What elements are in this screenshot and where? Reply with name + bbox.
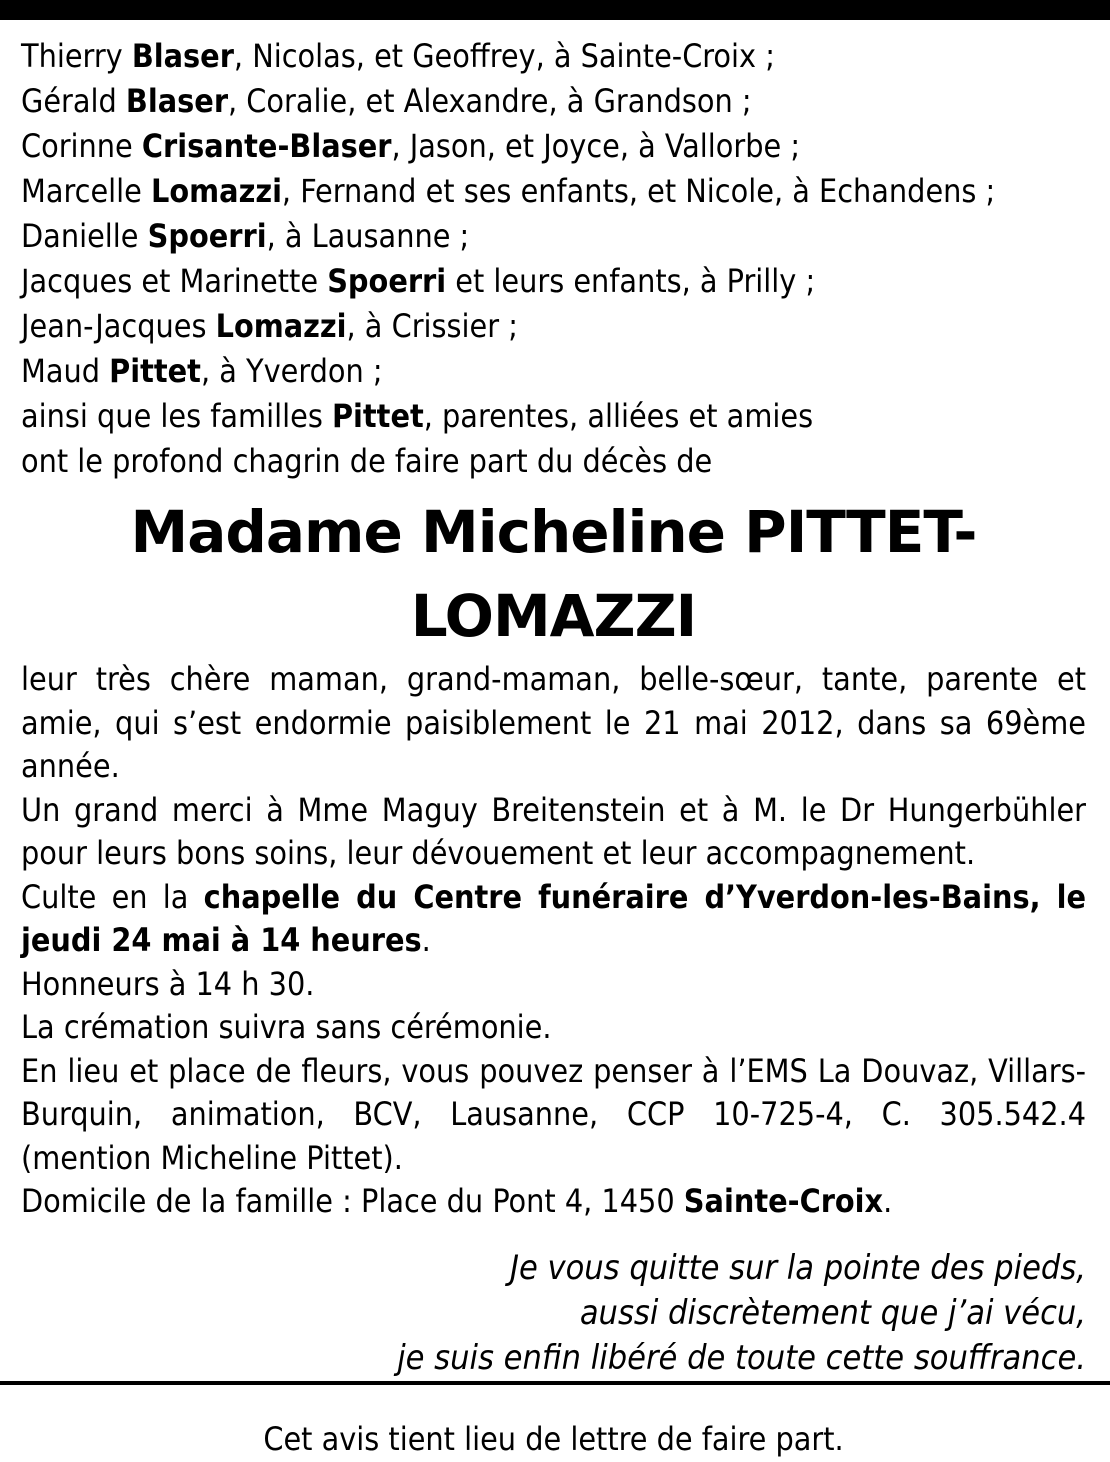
family-list bbox=[21, 34, 1086, 484]
family-surname: Spoerri bbox=[327, 262, 447, 300]
service-location-time: chapelle du Centre funéraire d’Yverdon-les-Bains, le jeudi 24 mai à 14 heures bbox=[21, 877, 1087, 959]
deceased-name: Madame Micheline PITTET-LOMAZZI bbox=[130, 498, 977, 650]
honneurs-line: Honneurs à 14 h 30. bbox=[21, 964, 315, 1003]
family-surname: Pittet bbox=[109, 352, 201, 390]
family-line: Maud Pittet, à Yverdon ; bbox=[21, 352, 383, 390]
obituary-notice bbox=[21, 34, 1086, 1462]
poem-line: Je vous quitte sur la pointe des pieds, bbox=[509, 1247, 1086, 1288]
family-surname: Spoerri bbox=[147, 217, 267, 255]
family-line: Gérald Blaser, Coralie, et Alexandre, à Grandson ; bbox=[21, 82, 752, 120]
deceased-description: leur très chère maman, grand-maman, belle-sœur, tante, parente et amie, qui s’est endormie paisiblement le 21 mai 2012, dans sa 69ème année. bbox=[21, 660, 1086, 785]
family-surname: Blaser bbox=[131, 37, 234, 75]
family-surname: Pittet bbox=[331, 397, 424, 435]
family-surname: Lomazzi bbox=[215, 307, 347, 345]
family-domicile: Domicile de la famille : Place du Pont 4, 1450 Sainte-Croix. bbox=[21, 1182, 893, 1220]
announcement-line: ont le profond chagrin de faire part du décès de bbox=[21, 442, 713, 480]
poem-line: aussi discrètement que j’ai vécu, bbox=[579, 1292, 1086, 1333]
service-details: Culte en la chapelle du Centre funéraire d’Yverdon-les-Bains, le jeudi 24 mai à 14 heures. bbox=[21, 877, 1087, 959]
bottom-border-rule bbox=[0, 1381, 1110, 1385]
family-line: Danielle Spoerri, à Lausanne ; bbox=[21, 217, 470, 255]
family-line: Corinne Crisante-Blaser, Jason, et Joyce, à Vallorbe ; bbox=[21, 127, 801, 165]
poem-line: je suis enfin libéré de toute cette souffrance. bbox=[397, 1337, 1086, 1378]
top-border-rule bbox=[0, 0, 1110, 20]
closing-note: Cet avis tient lieu de lettre de faire part. bbox=[263, 1419, 844, 1458]
family-surname: Lomazzi bbox=[151, 172, 282, 210]
thanks-paragraph: Un grand merci à Mme Maguy Breitenstein et à M. le Dr Hungerbühler pour leurs bons soins, leur dévouement et leur accompagnement. bbox=[21, 790, 1086, 872]
family-line: Thierry Blaser, Nicolas, et Geoffrey, à Sainte-Croix ; bbox=[21, 37, 775, 75]
cremation-line: La crémation suivra sans cérémonie. bbox=[21, 1008, 552, 1046]
domicile-town: Sainte-Croix bbox=[683, 1182, 884, 1220]
family-line: Jacques et Marinette Spoerri et leurs enfants, à Prilly ; bbox=[21, 262, 816, 300]
donation-paragraph: En lieu et place de fleurs, vous pouvez penser à l’EMS La Douvaz, Villars-Burquin, animation, BCV, Lausanne, CCP 10-725-4, C. 305.542.4 (mention Micheline Pittet). bbox=[21, 1051, 1086, 1177]
family-surname: Blaser bbox=[125, 82, 229, 120]
family-line: Jean-Jacques Lomazzi, à Crissier ; bbox=[21, 307, 518, 345]
family-line: ainsi que les familles Pittet, parentes, alliées et amies bbox=[21, 397, 814, 435]
poem bbox=[21, 1246, 1086, 1381]
family-line: Marcelle Lomazzi, Fernand et ses enfants, et Nicole, à Echandens ; bbox=[21, 172, 996, 210]
family-surname: Crisante-Blaser bbox=[141, 127, 392, 165]
